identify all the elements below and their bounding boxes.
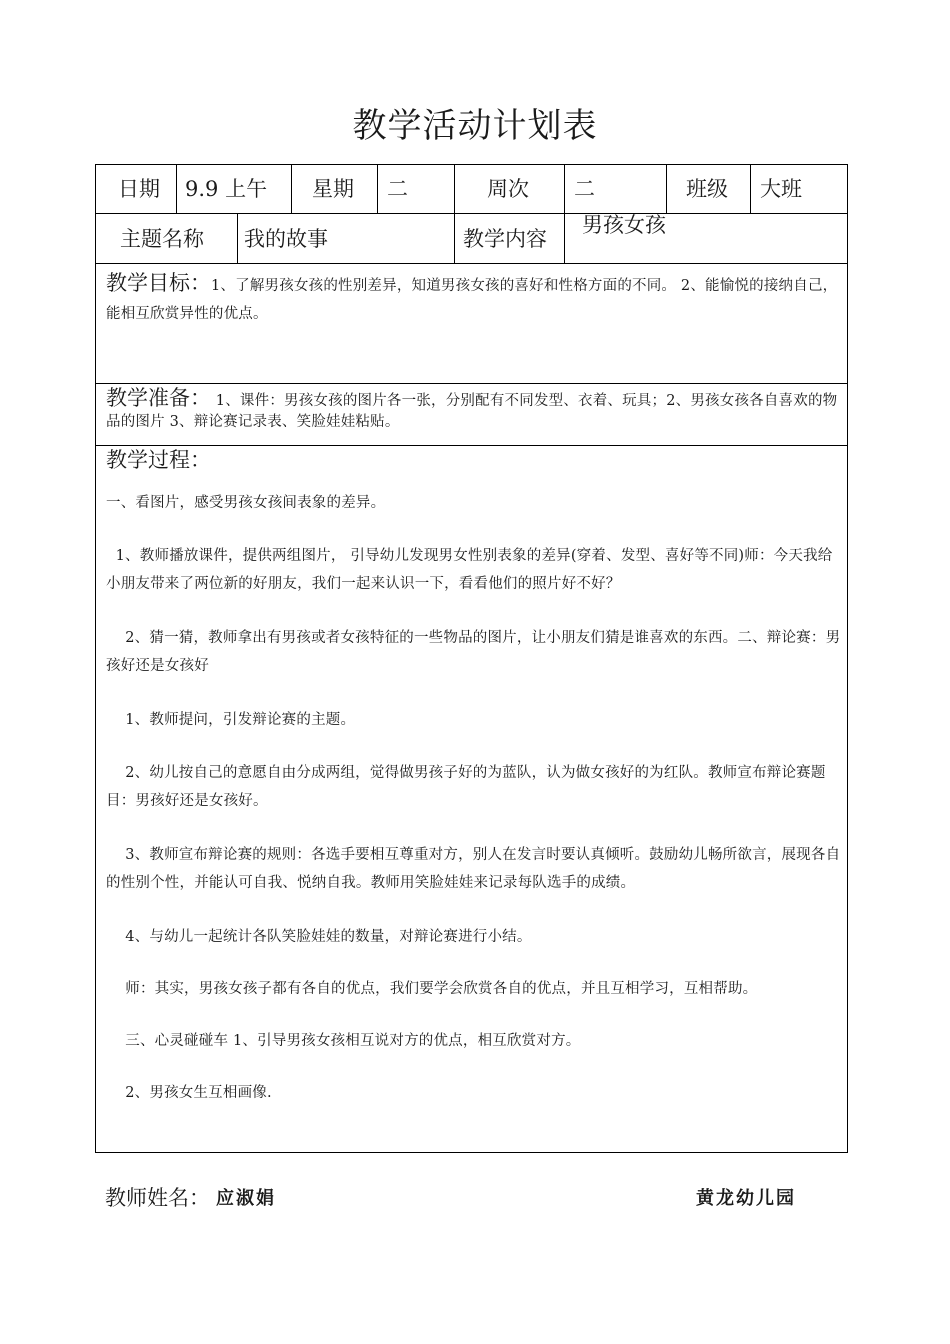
teacher-name: 应淑娟: [216, 1188, 276, 1209]
page-title: 教学活动计划表: [352, 106, 598, 146]
col-divider: [176, 165, 177, 213]
week-value: 二: [574, 177, 595, 201]
goals-text: 1、了解男孩女孩的性别差异，知道男孩女孩的喜好和性格方面的不同。 2、能愉悦的接纳自己，能相互欣赏异性的优点。: [106, 278, 838, 322]
content-label: 教学内容: [463, 227, 547, 251]
col-divider: [454, 165, 455, 263]
col-divider: [666, 165, 667, 213]
row-divider: [96, 263, 847, 264]
process-paragraph: 一、看图片，感受男孩女孩间表象的差异。: [106, 495, 386, 511]
content-value: 男孩女孩: [582, 213, 666, 237]
process-paragraph: 2、幼儿按自己的意愿自由分成两组，觉得做男孩子好的为蓝队，认为做女孩好的为红队。教师宣布辩论赛题目：男孩好还是女孩好。: [106, 765, 826, 809]
preparation-text: 1、课件：男孩女孩的图片各一张，分别配有不同发型、衣着、玩具；2、男孩女孩各自喜欢的物品的图片 3、辩论赛记录表、笑脸娃娃粘贴。: [106, 393, 838, 430]
class-label: 班级: [686, 177, 728, 201]
date-label: 日期: [118, 177, 160, 201]
col-divider: [237, 213, 238, 263]
row-divider: [96, 383, 847, 384]
process-paragraph: 师：其实，男孩女孩子都有各自的优点，我们要学会欣赏各自的优点，并且互相学习，互相帮助。: [106, 981, 758, 997]
teacher-name-label: 教师姓名：: [105, 1186, 210, 1210]
weekday-label: 星期: [312, 177, 354, 201]
theme-value: 我的故事: [244, 227, 328, 251]
preparation-section: [106, 385, 838, 433]
class-value: 大班: [760, 177, 802, 201]
preparation-label: 教学准备：: [106, 386, 211, 410]
process-paragraph: 2、男孩女生互相画像.: [106, 1085, 272, 1101]
goals-section: [106, 269, 838, 328]
theme-label: 主题名称: [120, 227, 204, 251]
process-paragraph: 2、猜一猜，教师拿出有男孩或者女孩特征的一些物品的图片，让小朋友们猜是谁喜欢的东西。二、辩论赛：男孩好还是女孩好: [106, 630, 841, 674]
col-divider: [291, 165, 292, 213]
col-divider: [377, 165, 378, 213]
week-label: 周次: [487, 177, 529, 201]
plan-table: [95, 164, 848, 1153]
process-paragraph: 1、教师播放课件，提供两组图片， 引导幼儿发现男女性别表象的差异(穿着、发型、喜好等不同)师：今天我给小朋友带来了两位新的好朋友，我们一起来认识一下，看看他们的照片好不好？: [106, 548, 833, 592]
col-divider: [564, 165, 565, 263]
date-value: 9.9 上午: [185, 177, 268, 201]
school-name: 黄龙幼儿园: [696, 1188, 796, 1209]
col-divider: [750, 165, 751, 213]
process-paragraph: 3、教师宣布辩论赛的规则：各选手要相互尊重对方，别人在发言时要认真倾听。鼓励幼儿畅所欲言，展现各自的性别个性，并能认可自我、悦纳自我。教师用笑脸娃娃来记录每队选手的成绩。: [106, 847, 841, 891]
process-paragraph: 4、与幼儿一起统计各队笑脸娃娃的数量，对辩论赛进行小结。: [106, 929, 532, 945]
process-paragraph: 三、心灵碰碰车 1、引导男孩女孩相互说对方的优点，相互欣赏对方。: [106, 1033, 581, 1049]
process-paragraph: 1、教师提问，引发辩论赛的主题。: [106, 712, 356, 728]
weekday-value: 二: [387, 177, 408, 201]
goals-label: 教学目标：: [106, 271, 211, 295]
row-divider: [96, 213, 847, 214]
process-label: 教学过程：: [106, 448, 211, 472]
